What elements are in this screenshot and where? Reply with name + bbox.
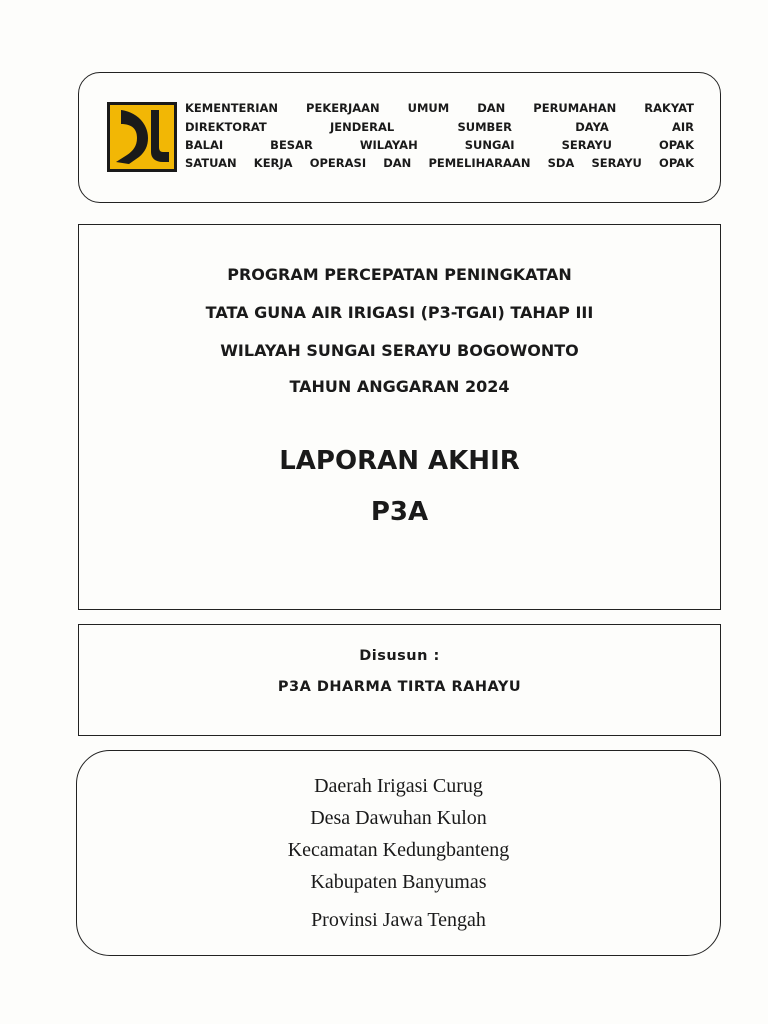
title-box: [78, 224, 721, 610]
header-box: [78, 72, 721, 203]
location-regency: Kabupaten Banyumas: [310, 871, 487, 893]
location-village: Desa Dawuhan Kulon: [310, 807, 487, 829]
header-ministry: KEMENTERIAN PEKERJAAN UMUM DAN PERUMAHAN RAKYAT: [185, 101, 694, 115]
program-line-1: PROGRAM PERCEPATAN PENINGKATAN: [227, 265, 572, 284]
location-irrigation-area: Daerah Irigasi Curug: [314, 775, 483, 797]
header-balai: BALAI BESAR WILAYAH SUNGAI SERAYU OPAK: [185, 138, 694, 152]
header-satker: SATUAN KERJA OPERASI DAN PEMELIHARAAN SDA SERAYU OPAK: [185, 156, 694, 170]
program-line-4: TAHUN ANGGARAN 2024: [289, 377, 510, 396]
author-box: [78, 624, 721, 736]
header-directorate: DIREKTORAT JENDERAL SUMBER DAYA AIR: [185, 120, 694, 134]
program-line-3: WILAYAH SUNGAI SERAYU BOGOWONTO: [220, 341, 579, 360]
program-line-2: TATA GUNA AIR IRIGASI (P3-TGAI) TAHAP III: [205, 303, 594, 322]
pupr-ministry-logo: [107, 102, 177, 172]
location-province: Provinsi Jawa Tengah: [311, 909, 486, 931]
report-subtitle: P3A: [370, 497, 429, 527]
author-name: P3A DHARMA TIRTA RAHAYU: [277, 679, 522, 695]
location-box: [76, 750, 721, 956]
author-label: Disusun :: [359, 648, 440, 664]
location-district: Kecamatan Kedungbanteng: [287, 839, 510, 861]
report-title: LAPORAN AKHIR: [279, 446, 520, 476]
